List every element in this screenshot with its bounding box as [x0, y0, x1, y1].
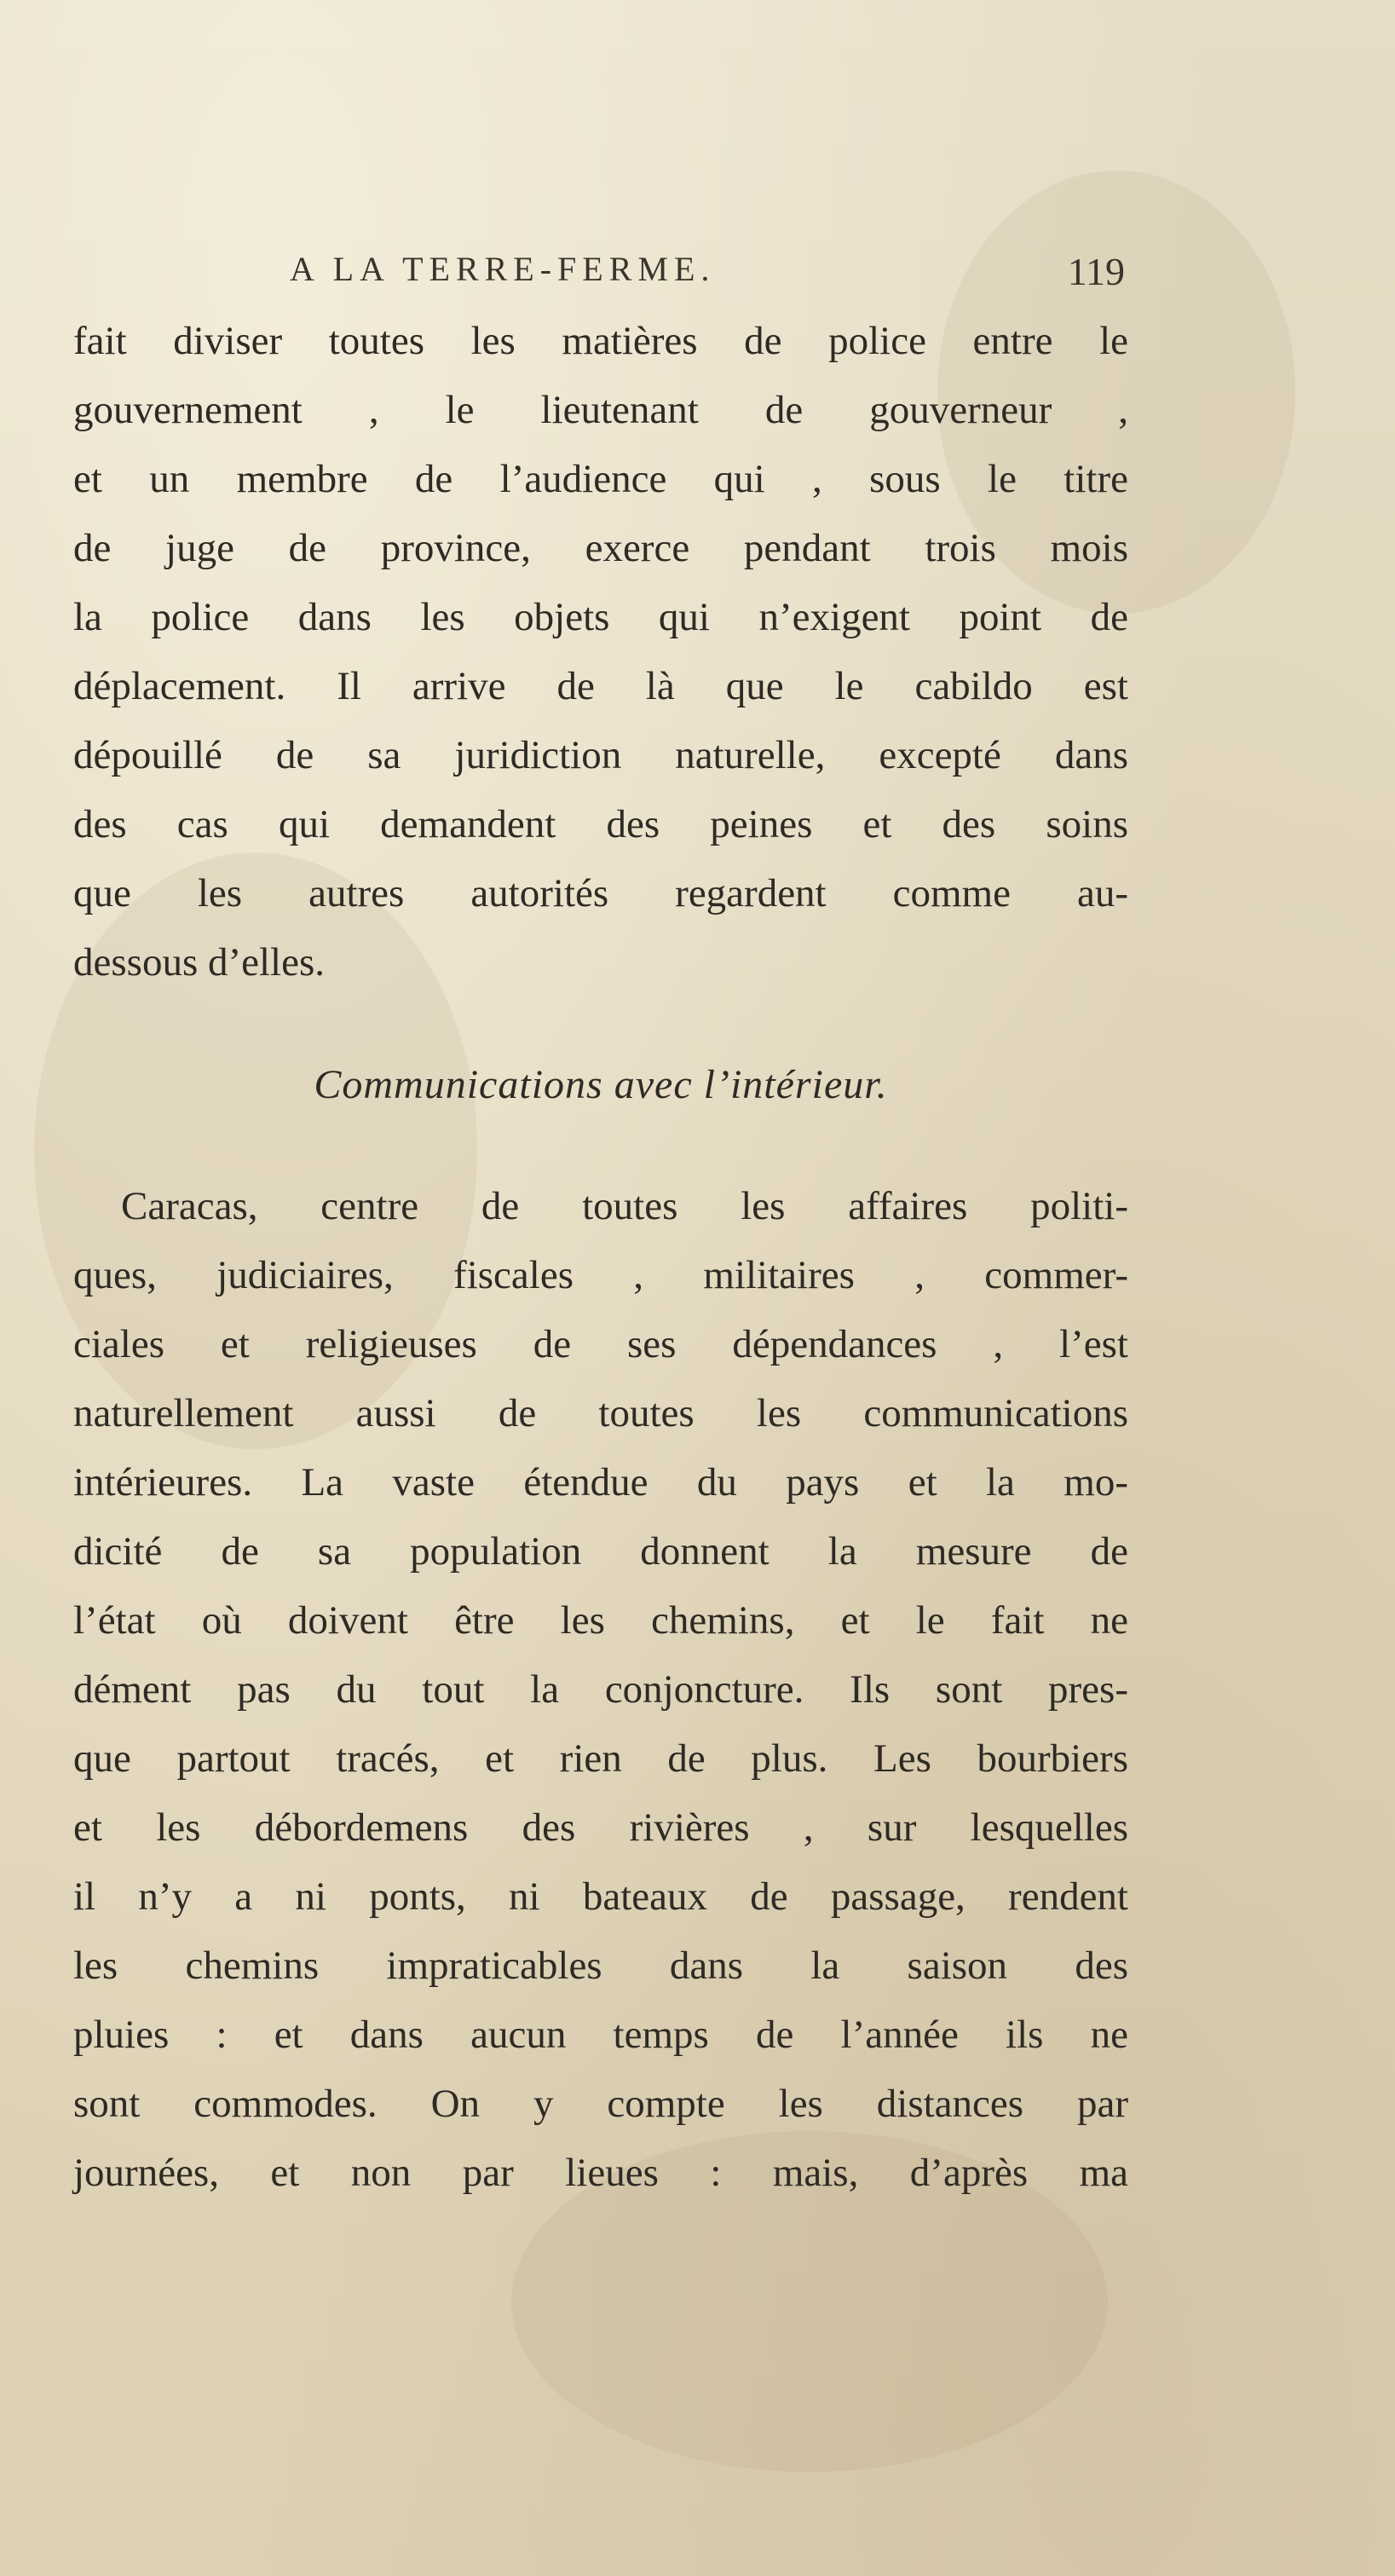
section-heading: Communications avec l’intérieur. [314, 1062, 888, 1107]
paragraph-continued [73, 307, 1128, 997]
text-line: de juge de province, exerce pendant trois mois [73, 526, 1128, 570]
text-line: journées, et non par lieues : mais, d’après ma [73, 2151, 1128, 2195]
text-line: et un membre de l’audience qui , sous le titre [73, 457, 1128, 501]
text-line: que les autres autorités regardent comme au- [73, 871, 1128, 915]
text-line: dessous d’elles. [73, 940, 326, 985]
text-line: sont commodes. On y compte les distances par [73, 2082, 1128, 2126]
text-line: il n’y a ni ponts, ni bateaux de passage, rendent [73, 1874, 1128, 1919]
text-line: naturellement aussi de toutes les communications [73, 1391, 1128, 1435]
text-line: ques, judiciaires, fiscales , militaires , commer- [73, 1253, 1128, 1297]
text-line: intérieures. La vaste étendue du pays et la mo- [73, 1460, 1128, 1505]
text-line: fait diviser toutes les matières de police entre le [73, 319, 1128, 363]
text-line: l’état où doivent être les chemins, et le fait ne [73, 1598, 1128, 1643]
running-title: A LA TERRE-FERME. [290, 250, 716, 288]
text-line: les chemins impraticables dans la saison des [73, 1944, 1128, 1988]
page-body [73, 307, 1128, 2208]
text-line: dicité de sa population donnent la mesure de [73, 1529, 1128, 1574]
text-line: dément pas du tout la conjoncture. Ils sont pres- [73, 1667, 1128, 1712]
text-line: pluies : et dans aucun temps de l’année ils ne [73, 2013, 1128, 2057]
running-head [290, 249, 1125, 300]
text-line: dépouillé de sa juridiction naturelle, excepté dans [73, 733, 1128, 777]
page-number: 119 [1067, 250, 1125, 293]
text-line: et les débordemens des rivières , sur lesquelles [73, 1805, 1128, 1850]
paragraph-communications [73, 1172, 1128, 2208]
text-line: gouvernement , le lieutenant de gouverneur , [73, 388, 1128, 432]
text-line: ciales et religieuses de ses dépendances , l’est [73, 1322, 1128, 1366]
text-line: déplacement. Il arrive de là que le cabildo est [73, 664, 1128, 708]
text-line: Caracas, centre de toutes les affaires politi- [121, 1184, 1128, 1228]
text-line: la police dans les objets qui n’exigent point de [73, 595, 1128, 639]
text-line: que partout tracés, et rien de plus. Les bourbiers [73, 1736, 1128, 1781]
text-line: des cas qui demandent des peines et des soins [73, 802, 1128, 846]
